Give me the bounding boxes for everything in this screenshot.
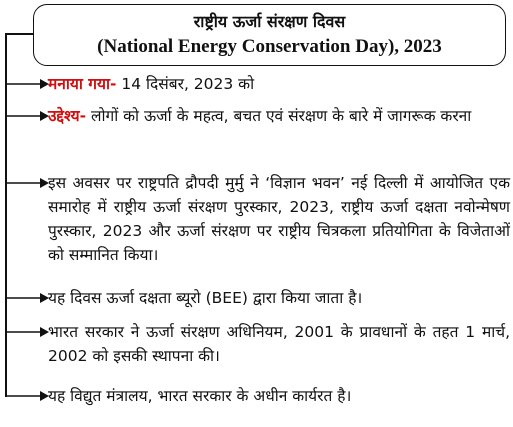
list-item-objective [48, 104, 510, 128]
title-box [33, 4, 506, 66]
item-label: मनाया गया- [48, 75, 117, 93]
item-text: भारत सरकार ने ऊर्जा संरक्षण अधिनियम, 2001 के प्रावधानों के तहत 1 मार्च, 2002 को इसकी स्थापना की। [48, 323, 510, 365]
list-item-president-awards [48, 171, 510, 267]
item-label: उद्देश्य- [48, 107, 87, 125]
list-item-bee [48, 286, 510, 310]
item-text: 14 दिसंबर, 2023 को [116, 75, 255, 93]
title-hindi: राष्ट्रीय ऊर्जा संरक्षण दिवस [193, 12, 346, 31]
title-english: (National Energy Conservation Day), 2023 [97, 36, 442, 57]
item-text: यह दिवस ऊर्जा दक्षता ब्यूरो (BEE) द्वारा किया जाता है। [48, 289, 363, 307]
list-item-establishment [48, 320, 510, 368]
arrow-icon [5, 292, 49, 304]
arrow-icon [5, 78, 49, 90]
connector-title-line [5, 33, 34, 35]
item-text: यह विद्युत मंत्रालय, भारत सरकार के अधीन कार्यरत है। [48, 387, 352, 405]
arrow-icon [5, 110, 49, 122]
arrow-icon [5, 390, 49, 402]
arrow-icon [5, 326, 49, 338]
item-text: इस अवसर पर राष्ट्रपति द्रौपदी मुर्मु ने ‘विज्ञान भवन’ नई दिल्ली में आयोजित एक समारोह में राष्ट्रीय ऊर्जा संरक्षण पुरस्कार, 2023, राष्ट्रीय ऊर्जा दक्षता नवोन्मेषण पुरस्कार, 2023 और ऊर्जा संरक्षण पर राष्ट्रीय चित्रकला प्रतियोगिता के विजेताओं को सम्मानित किया। [48, 174, 510, 264]
list-item-ministry [48, 384, 510, 408]
arrow-icon [5, 177, 49, 189]
list-item-celebrated [48, 72, 510, 96]
item-text: लोगों को ऊर्जा के महत्व, बचत एवं संरक्षण के बारे में जागरूक करना [86, 107, 472, 125]
